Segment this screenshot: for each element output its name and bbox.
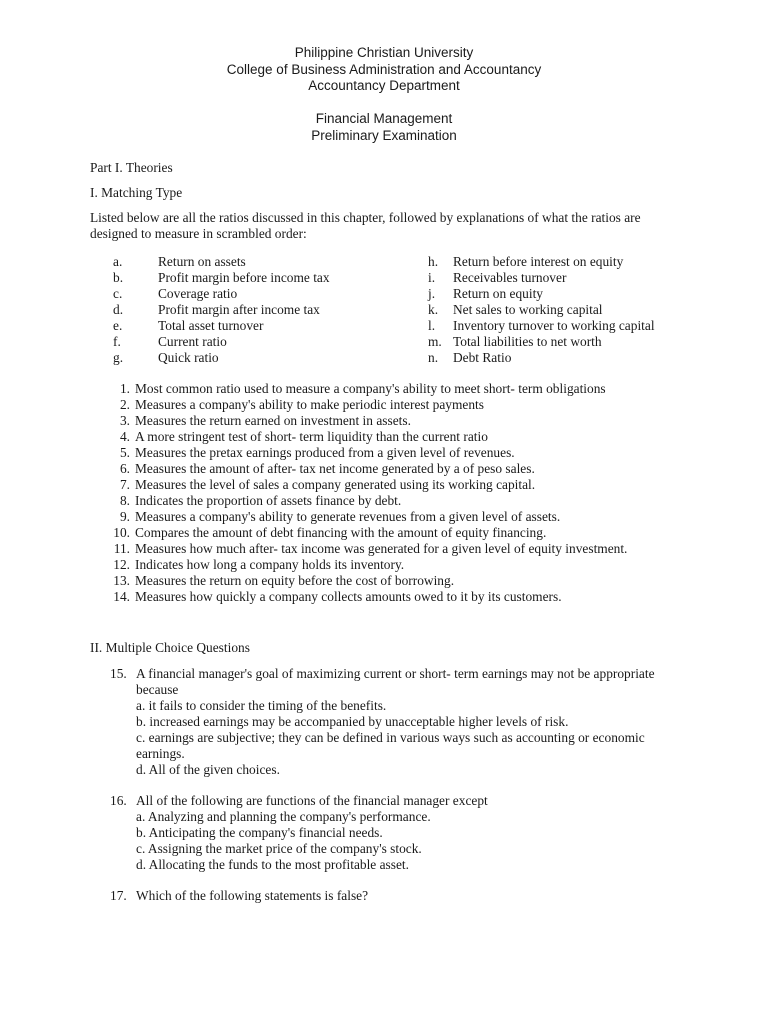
question-16 bbox=[110, 793, 710, 873]
ratio-list-right bbox=[428, 254, 708, 366]
description-item: 1. Most common ratio used to measure a company's ability to meet short- term obligations bbox=[119, 381, 606, 396]
choice-c: c. earnings are subjective; they can be defined in various ways such as accounting or economic earnings. bbox=[136, 730, 645, 761]
course-title: Financial Management bbox=[315, 111, 453, 126]
description-item: 8. Indicates the proportion of assets finance by debt. bbox=[119, 493, 402, 508]
ratio-item: d. Profit margin after income tax bbox=[113, 302, 320, 317]
ratio-item: e. Total asset turnover bbox=[113, 318, 264, 333]
description-item: 11. Measures how much after- tax income was generated for a given level of equity investment. bbox=[113, 541, 628, 556]
ratio-item: h. Return before interest on equity bbox=[428, 254, 624, 269]
ratio-list-left bbox=[113, 254, 403, 366]
ratio-item: n. Debt Ratio bbox=[428, 350, 512, 365]
matching-instructions: Listed below are all the ratios discussed in this chapter, followed by explanations of what the ratios are designed to measure in scrambled order: bbox=[90, 210, 641, 241]
section-title-multiple-choice: II. Multiple Choice Questions bbox=[90, 640, 250, 655]
question-17 bbox=[110, 888, 710, 908]
description-item: 13. Measures the return on equity before the cost of borrowing. bbox=[113, 573, 455, 588]
choice-b: b. Anticipating the company's financial needs. bbox=[136, 825, 383, 840]
university-name: Philippine Christian University bbox=[294, 45, 474, 60]
description-item: 9. Measures a company's ability to generate revenues from a given level of assets. bbox=[119, 509, 561, 524]
ratio-item: a. Return on assets bbox=[113, 254, 246, 269]
exam-title: Preliminary Examination bbox=[311, 127, 457, 143]
department-name: Accountancy Department bbox=[308, 78, 460, 93]
question-text: A financial manager's goal of maximizing current or short- term earnings may not be appropriate because bbox=[136, 666, 655, 697]
description-item: 12. Indicates how long a company holds its inventory. bbox=[113, 557, 405, 572]
description-item: 4. A more stringent test of short- term liquidity than the current ratio bbox=[119, 429, 488, 444]
description-item: 3. Measures the return earned on investment in assets. bbox=[119, 413, 411, 428]
ratio-item: c. Coverage ratio bbox=[113, 286, 238, 301]
question-number: 16. bbox=[110, 793, 127, 808]
question-number: 15. bbox=[110, 666, 127, 681]
college-name: College of Business Administration and Accountancy bbox=[226, 61, 542, 77]
ratio-item: l. Inventory turnover to working capital bbox=[428, 318, 655, 333]
question-number: 17. bbox=[110, 888, 127, 903]
part-title: Part I. Theories bbox=[90, 160, 173, 175]
choice-a: a. it fails to consider the timing of the benefits. bbox=[136, 698, 387, 713]
ratio-item: g. Quick ratio bbox=[113, 350, 219, 365]
description-item: 5. Measures the pretax earnings produced from a given level of revenues. bbox=[119, 445, 515, 460]
ratio-item: k. Net sales to working capital bbox=[428, 302, 603, 317]
choice-b: b. increased earnings may be accompanied by unacceptable higher levels of risk. bbox=[136, 714, 569, 729]
choice-c: c. Assigning the market price of the company's stock. bbox=[136, 841, 422, 856]
choice-d: d. Allocating the funds to the most profitable asset. bbox=[136, 857, 409, 872]
description-item: 2. Measures a company's ability to make periodic interest payments bbox=[119, 397, 484, 412]
ratio-item: m. Total liabilities to net worth bbox=[428, 334, 602, 349]
description-item: 7. Measures the level of sales a company generated using its working capital. bbox=[119, 477, 536, 492]
choice-a: a. Analyzing and planning the company's performance. bbox=[136, 809, 431, 824]
ratio-item: i. Receivables turnover bbox=[428, 270, 567, 285]
description-list bbox=[90, 381, 710, 605]
question-text: Which of the following statements is false? bbox=[136, 888, 369, 903]
question-15 bbox=[110, 666, 710, 786]
ratio-item: j. Return on equity bbox=[428, 286, 544, 301]
section-title-matching: I. Matching Type bbox=[90, 185, 183, 200]
ratio-item: b. Profit margin before income tax bbox=[113, 270, 330, 285]
description-item: 10. Compares the amount of debt financing with the amount of equity financing. bbox=[113, 525, 547, 540]
ratio-item: f. Current ratio bbox=[113, 334, 227, 349]
question-text: All of the following are functions of the financial manager except bbox=[136, 793, 488, 808]
description-item: 6. Measures the amount of after- tax net income generated by a of peso sales. bbox=[119, 461, 535, 476]
document-header bbox=[0, 45, 768, 144]
choice-d: d. All of the given choices. bbox=[136, 762, 280, 777]
description-item: 14. Measures how quickly a company collects amounts owed to it by its customers. bbox=[113, 589, 562, 604]
